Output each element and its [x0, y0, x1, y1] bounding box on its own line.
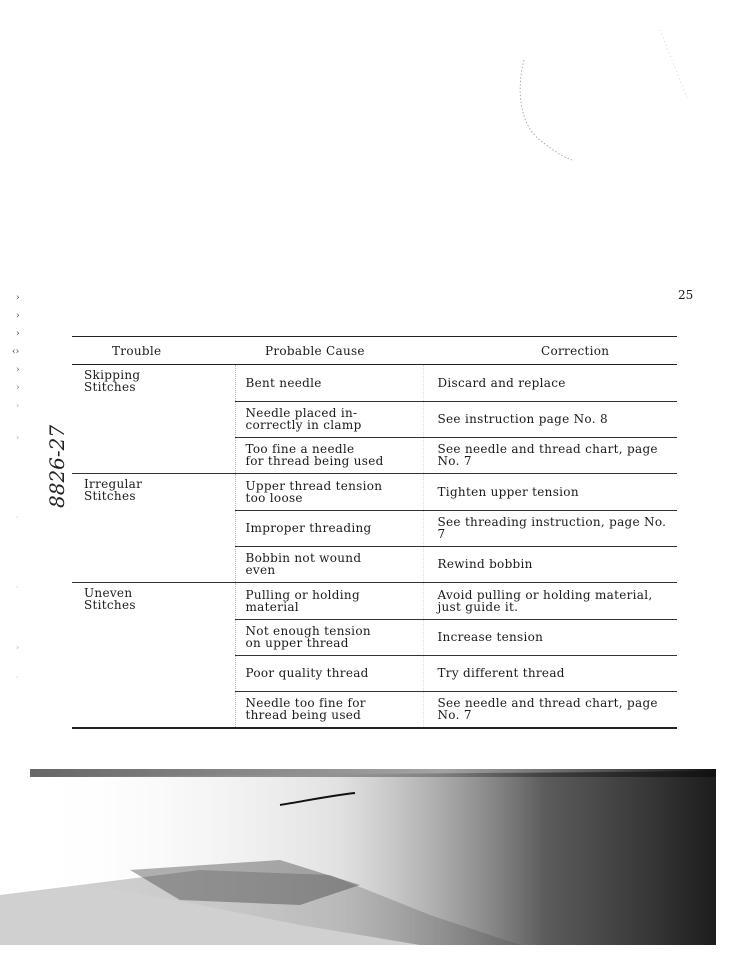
svg-text:›: ›	[16, 401, 20, 410]
probable-cause-cell	[235, 655, 423, 691]
trouble-cell	[72, 401, 235, 437]
scan-artifact-curve	[510, 30, 700, 180]
probable-cause-text: Bent needle	[245, 375, 322, 390]
svg-text:8826-27: 8826-27	[45, 424, 69, 508]
probable-cause-cell	[235, 619, 423, 655]
correction-cell: See threading instruction, page No. 7	[423, 510, 677, 546]
svg-text:‹›: ‹›	[12, 347, 20, 357]
probable-cause-cell	[235, 401, 423, 437]
trouble-cell	[72, 474, 235, 511]
correction-cell: Tighten upper tension	[423, 474, 677, 511]
page-number: 25	[678, 288, 694, 302]
svg-text:·: ·	[16, 513, 19, 522]
trouble-cell	[72, 437, 235, 474]
header-correction: Correction	[423, 337, 677, 365]
trouble-text: Stitches	[84, 489, 136, 503]
table-row	[72, 619, 677, 655]
probable-cause-text: Poor quality thread	[245, 666, 369, 680]
header-trouble: Trouble	[72, 337, 235, 365]
probable-cause-text: Too fine a needle	[245, 442, 355, 457]
probable-cause-text: correctly in clamp	[245, 418, 362, 432]
svg-text:›: ›	[16, 293, 20, 303]
correction-cell: Rewind bobbin	[423, 546, 677, 583]
probable-cause-text: thread being used	[245, 708, 362, 723]
correction-cell: See needle and thread chart, page No. 7	[423, 437, 677, 474]
probable-cause-text: material	[245, 599, 299, 614]
table-header-row	[72, 337, 677, 365]
svg-text:›: ›	[16, 329, 20, 339]
probable-cause-text: Needle too fine for	[245, 696, 366, 711]
trouble-text: Stitches	[84, 598, 136, 612]
probable-cause-text: Improper threading	[245, 521, 372, 535]
probable-cause-cell	[235, 691, 423, 728]
correction-cell: See instruction page No. 8	[423, 401, 677, 437]
probable-cause-text: even	[245, 563, 276, 578]
svg-text:›: ›	[16, 433, 20, 442]
table-row	[72, 546, 677, 583]
handwritten-note	[44, 410, 74, 510]
trouble-cell	[72, 510, 235, 546]
svg-text:·: ·	[16, 583, 19, 592]
probable-cause-text: Bobbin not wound	[245, 551, 362, 566]
probable-cause-cell	[235, 474, 423, 511]
table-row	[72, 401, 677, 437]
svg-text:·: ·	[16, 673, 19, 682]
trouble-cell	[72, 619, 235, 655]
table-row	[72, 437, 677, 474]
header-probable-cause: Probable Cause	[235, 337, 423, 365]
svg-text:›: ›	[16, 311, 20, 321]
trouble-text: Irregular	[84, 477, 143, 491]
svg-text:›: ›	[16, 383, 20, 393]
probable-cause-text: too loose	[245, 490, 303, 505]
table-row	[72, 691, 677, 728]
scan-noise-band	[0, 765, 738, 954]
table-row	[72, 655, 677, 691]
trouble-text: Stitches	[84, 380, 136, 394]
table-row	[72, 474, 677, 511]
probable-cause-cell	[235, 365, 423, 402]
trouble-cell	[72, 655, 235, 691]
probable-cause-text: on upper thread	[245, 636, 349, 650]
trouble-text: Skipping	[84, 368, 141, 382]
probable-cause-cell	[235, 546, 423, 583]
probable-cause-cell	[235, 510, 423, 546]
probable-cause-text: Pulling or holding	[245, 587, 360, 602]
correction-cell: Try different thread	[423, 655, 677, 691]
probable-cause-text: Needle placed in-	[245, 406, 358, 420]
troubleshooting-table	[72, 336, 677, 729]
trouble-cell	[72, 546, 235, 583]
correction-cell: Discard and replace	[423, 365, 677, 402]
probable-cause-cell	[235, 583, 423, 620]
correction-cell: Increase tension	[423, 619, 677, 655]
correction-cell: Avoid pulling or holding material, just guide it.	[423, 583, 677, 620]
trouble-text: Uneven	[84, 586, 133, 600]
table-row	[72, 365, 677, 402]
table-row	[72, 583, 677, 620]
probable-cause-text: for thread being used	[245, 454, 384, 469]
table-row	[72, 510, 677, 546]
probable-cause-text: Upper thread tension	[245, 478, 383, 493]
svg-text:›: ›	[16, 365, 20, 375]
correction-cell: See needle and thread chart, page No. 7	[423, 691, 677, 728]
trouble-cell	[72, 583, 235, 620]
trouble-cell	[72, 691, 235, 728]
probable-cause-text: Not enough tension	[245, 624, 371, 638]
binding-marks	[10, 290, 30, 710]
probable-cause-cell	[235, 437, 423, 474]
trouble-cell	[72, 365, 235, 402]
svg-text:›: ›	[16, 643, 20, 652]
